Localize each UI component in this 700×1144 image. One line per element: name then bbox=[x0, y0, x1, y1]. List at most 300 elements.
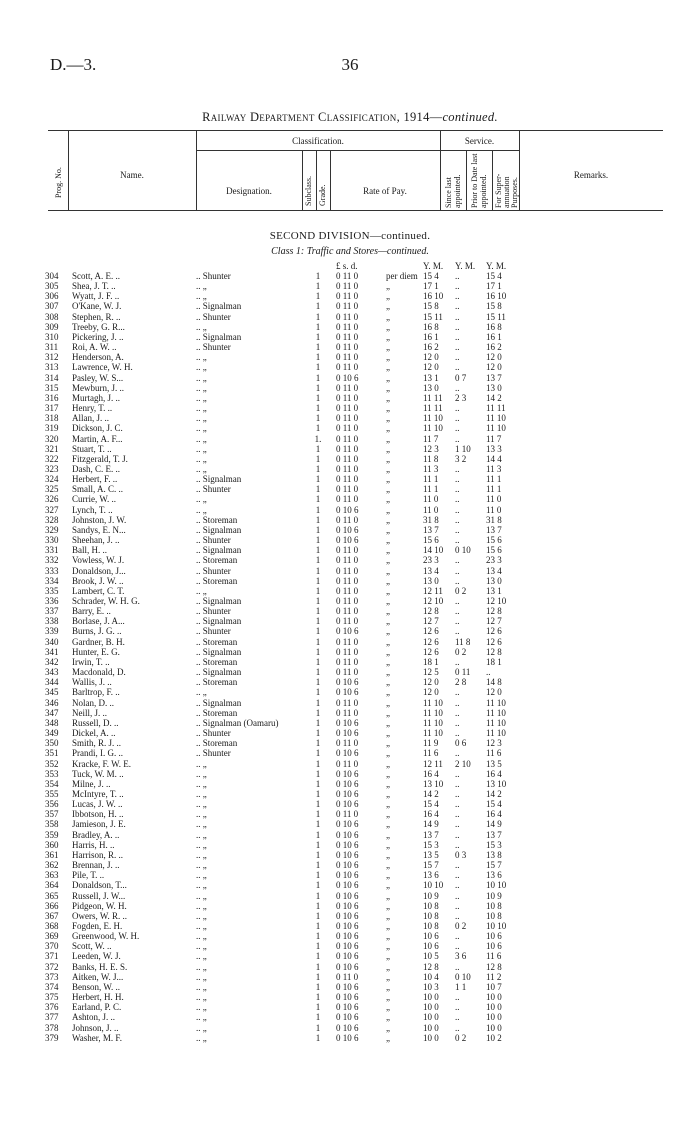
cell-designation: .. Storeman bbox=[196, 636, 238, 647]
cell-grade: 1 bbox=[315, 778, 321, 789]
cell-rate-unit: „ bbox=[386, 352, 390, 363]
col-subclass: Subclass. bbox=[304, 176, 313, 206]
cell-rate-unit: „ bbox=[386, 677, 390, 688]
cell-prog-no: 356 bbox=[45, 799, 59, 810]
cell-prog-no: 361 bbox=[45, 849, 59, 860]
table-row bbox=[0, 515, 700, 525]
cell-prog-no: 358 bbox=[45, 819, 59, 830]
table-row bbox=[0, 687, 700, 697]
cell-since-last: 11 1 bbox=[423, 484, 439, 495]
cell-designation: .. „ bbox=[196, 362, 207, 373]
cell-grade: 1 bbox=[315, 585, 321, 596]
cell-prog-no: 377 bbox=[45, 1012, 59, 1023]
cell-prog-no: 321 bbox=[45, 443, 59, 454]
cell-name: Russell, J. W... bbox=[72, 890, 126, 901]
cell-rate: 0 10 6 bbox=[336, 626, 359, 637]
cell-superannuation: 13 1 bbox=[486, 585, 502, 596]
cell-name: Martin, A. F... bbox=[72, 433, 123, 444]
cell-rate-unit: „ bbox=[386, 342, 390, 353]
cell-prior: .. bbox=[455, 656, 460, 667]
cell-since-last: 11 10 bbox=[423, 717, 443, 728]
cell-prog-no: 373 bbox=[45, 971, 59, 982]
cell-since-last: 12 10 bbox=[423, 596, 444, 606]
table-row bbox=[0, 677, 700, 687]
cell-superannuation: 13 0 bbox=[486, 382, 502, 393]
cell-prior: 0 3 bbox=[455, 849, 467, 860]
cell-name: Dickel, A. .. bbox=[72, 728, 116, 739]
cell-grade: 1 bbox=[315, 788, 321, 799]
table-row bbox=[0, 444, 700, 454]
cell-rate-unit: „ bbox=[386, 585, 390, 596]
cell-since-last: 12 5 bbox=[423, 667, 439, 678]
cell-since-last: 11 11 bbox=[423, 392, 443, 403]
cell-prog-no: 362 bbox=[45, 860, 59, 871]
cell-prior: .. bbox=[455, 413, 460, 424]
cell-grade: 1 bbox=[315, 606, 321, 617]
cell-rate: 0 11 0 bbox=[336, 596, 359, 606]
cell-grade: 1 bbox=[315, 382, 321, 393]
cell-grade: 1 bbox=[315, 697, 321, 708]
cell-superannuation: 12 3 bbox=[486, 738, 502, 749]
cell-grade: 1 bbox=[315, 331, 321, 342]
cell-rate-unit: „ bbox=[386, 941, 390, 952]
cell-prior: .. bbox=[455, 890, 460, 901]
cell-rate-unit: „ bbox=[386, 778, 390, 789]
cell-designation: .. Storeman bbox=[196, 575, 238, 586]
cell-rate-unit: „ bbox=[386, 981, 390, 992]
cell-name: Wallis, J. .. bbox=[72, 677, 112, 688]
cell-prog-no: 346 bbox=[45, 697, 59, 708]
cell-rate-unit: „ bbox=[386, 900, 390, 911]
cell-prog-no: 359 bbox=[45, 829, 59, 840]
cell-since-last: 13 5 bbox=[423, 849, 439, 860]
cell-name: Johnston, J. W. bbox=[72, 514, 127, 525]
cell-since-last: 10 4 bbox=[423, 971, 439, 982]
cell-prog-no: 310 bbox=[45, 331, 59, 342]
cell-rate: 0 10 6 bbox=[336, 788, 359, 799]
cell-rate: 0 11 0 bbox=[336, 971, 359, 982]
cell-designation: .. „ bbox=[196, 829, 207, 840]
cell-prior: .. bbox=[455, 748, 460, 759]
cell-name: Gardner, B. H. bbox=[72, 636, 125, 647]
cell-name: Ashton, J. .. bbox=[72, 1012, 116, 1023]
table-row bbox=[0, 322, 700, 332]
cell-designation: .. „ bbox=[196, 463, 207, 474]
cell-rate-unit: „ bbox=[386, 403, 390, 414]
table-row bbox=[0, 576, 700, 586]
cell-grade: 1 bbox=[315, 799, 321, 810]
cell-grade: 1 bbox=[315, 677, 321, 688]
cell-prog-no: 334 bbox=[45, 575, 59, 586]
cell-prior: .. bbox=[455, 484, 460, 495]
cell-superannuation: 11 10 bbox=[486, 717, 506, 728]
cell-rate-unit: „ bbox=[386, 291, 390, 302]
cell-designation: .. Shunter bbox=[196, 342, 231, 353]
cell-grade: 1 bbox=[315, 961, 321, 972]
table-row bbox=[0, 566, 700, 576]
cell-superannuation: 12 8 bbox=[486, 646, 502, 657]
cell-since-last: 10 0 bbox=[423, 1012, 439, 1023]
cell-designation: .. „ bbox=[196, 372, 207, 383]
cell-grade: 1 bbox=[315, 463, 321, 474]
cell-prior: .. bbox=[455, 291, 460, 302]
cell-name: Irwin, T. .. bbox=[72, 656, 110, 667]
cell-designation: .. „ bbox=[196, 1022, 207, 1033]
table-row bbox=[0, 637, 700, 647]
cell-name: Allan, J. .. bbox=[72, 413, 109, 424]
cell-rate: 0 10 6 bbox=[336, 372, 359, 383]
cell-superannuation: 11 10 bbox=[486, 697, 506, 708]
cell-grade: 1 bbox=[315, 819, 321, 830]
cell-prior: .. bbox=[455, 829, 460, 840]
cell-prior: .. bbox=[455, 728, 460, 739]
cell-prior: .. bbox=[455, 961, 460, 972]
cell-prog-no: 313 bbox=[45, 362, 59, 373]
cell-since-last: 13 0 bbox=[423, 575, 439, 586]
cell-since-last: 16 4 bbox=[423, 768, 439, 779]
table-row bbox=[0, 545, 700, 555]
cell-since-last: 10 0 bbox=[423, 1022, 439, 1033]
cell-prog-no: 344 bbox=[45, 677, 59, 688]
cell-designation: .. „ bbox=[196, 392, 207, 403]
cell-prior: .. bbox=[455, 494, 460, 505]
table-row bbox=[0, 789, 700, 799]
cell-rate-unit: „ bbox=[386, 839, 390, 850]
cell-prog-no: 337 bbox=[45, 606, 59, 617]
cell-prog-no: 341 bbox=[45, 646, 59, 657]
cell-since-last: 11 10 bbox=[423, 707, 443, 718]
page-number: 36 bbox=[341, 55, 359, 74]
cell-name: Pile, T. .. bbox=[72, 870, 105, 881]
table-row bbox=[0, 840, 700, 850]
cell-superannuation: 12 6 bbox=[486, 636, 502, 647]
cell-designation: .. Storeman bbox=[196, 514, 238, 525]
cell-since-last: 10 10 bbox=[423, 880, 444, 891]
cell-rate: 0 11 0 bbox=[336, 331, 359, 342]
table-row bbox=[0, 464, 700, 474]
table-row bbox=[0, 586, 700, 596]
cell-rate-unit: „ bbox=[386, 443, 390, 454]
cell-prog-no: 319 bbox=[45, 423, 59, 434]
cell-rate: 0 11 0 bbox=[336, 758, 359, 769]
cell-name: Aitken, W. J... bbox=[72, 971, 124, 982]
cell-prog-no: 348 bbox=[45, 717, 59, 728]
cell-designation: .. „ bbox=[196, 981, 207, 992]
cell-rate-unit: „ bbox=[386, 1022, 390, 1033]
cell-rate: 0 10 6 bbox=[336, 1022, 359, 1033]
cell-rate-unit: „ bbox=[386, 687, 390, 698]
cell-name: McIntyre, T. .. bbox=[72, 788, 124, 799]
table-row bbox=[0, 505, 700, 515]
table-row bbox=[0, 596, 700, 606]
cell-since-last: 12 6 bbox=[423, 626, 439, 637]
cell-prog-no: 325 bbox=[45, 484, 59, 495]
cell-since-last: 16 4 bbox=[423, 809, 439, 820]
table-row bbox=[0, 759, 700, 769]
cell-prior: .. bbox=[455, 687, 460, 698]
cell-superannuation: 16 1 bbox=[486, 331, 502, 342]
cell-prior: 0 2 bbox=[455, 646, 467, 657]
cell-grade: 1 bbox=[315, 646, 321, 657]
cell-rate: 0 10 6 bbox=[336, 768, 359, 779]
cell-name: Owers, W. R. .. bbox=[72, 910, 128, 921]
cell-name: Murtagh, J. .. bbox=[72, 392, 120, 403]
cell-rate-unit: „ bbox=[386, 748, 390, 759]
cell-rate: 0 10 6 bbox=[336, 839, 359, 850]
cell-name: Scott, A. E. .. bbox=[72, 271, 121, 281]
cell-prior: 2 8 bbox=[455, 677, 467, 688]
unit-super: Y. M. bbox=[486, 261, 507, 271]
cell-rate-unit: „ bbox=[386, 565, 390, 576]
cell-grade: 1 bbox=[315, 1022, 321, 1033]
cell-rate-unit: „ bbox=[386, 880, 390, 891]
cell-prog-no: 309 bbox=[45, 321, 59, 332]
cell-prior: .. bbox=[455, 423, 460, 434]
cell-rate-unit: „ bbox=[386, 372, 390, 383]
cell-superannuation: 10 6 bbox=[486, 931, 502, 942]
cell-name: Sandys, E. N... bbox=[72, 524, 126, 535]
cell-designation: .. „ bbox=[196, 819, 207, 830]
cell-superannuation: 11 11 bbox=[486, 403, 506, 414]
cell-superannuation: 11 0 bbox=[486, 504, 502, 515]
cell-superannuation: 12 0 bbox=[486, 362, 502, 373]
cell-designation: .. Shunter bbox=[196, 626, 231, 637]
cell-grade: 1 bbox=[315, 981, 321, 992]
cell-prior: .. bbox=[455, 1022, 460, 1033]
cell-prior: .. bbox=[455, 463, 460, 474]
cell-prior: .. bbox=[455, 433, 460, 444]
cell-name: Neill, J. .. bbox=[72, 707, 107, 718]
cell-grade: 1 bbox=[315, 728, 321, 739]
cell-rate-unit: „ bbox=[386, 331, 390, 342]
cell-grade: 1 bbox=[315, 423, 321, 434]
cell-prior: .. bbox=[455, 331, 460, 342]
cell-prog-no: 329 bbox=[45, 524, 59, 535]
cell-rate-unit: „ bbox=[386, 758, 390, 769]
cell-name: Herbert, H. H. bbox=[72, 992, 124, 1003]
cell-rate: 0 11 0 bbox=[336, 707, 359, 718]
cell-rate: 0 11 0 bbox=[336, 453, 359, 464]
unit-prior: Y. M. bbox=[455, 261, 476, 271]
cell-rate: 0 10 6 bbox=[336, 981, 359, 992]
cell-since-last: 13 6 bbox=[423, 870, 439, 881]
cell-designation: .. „ bbox=[196, 1012, 207, 1023]
cell-grade: 1 bbox=[315, 281, 321, 292]
cell-rate: 0 11 0 bbox=[336, 342, 359, 353]
cell-grade: 1 bbox=[315, 900, 321, 911]
cell-prog-no: 323 bbox=[45, 463, 59, 474]
cell-rate: 0 11 0 bbox=[336, 809, 359, 820]
cell-grade: 1 bbox=[315, 849, 321, 860]
cell-since-last: 12 11 bbox=[423, 758, 443, 769]
cell-rate: 0 11 0 bbox=[336, 646, 359, 657]
cell-grade: 1 bbox=[315, 941, 321, 952]
cell-superannuation: 15 8 bbox=[486, 301, 502, 312]
cell-superannuation: 15 7 bbox=[486, 860, 502, 871]
cell-name: Currie, W. .. bbox=[72, 494, 116, 505]
cell-grade: 1 bbox=[315, 443, 321, 454]
cell-designation: .. Signalman bbox=[196, 524, 242, 535]
cell-name: Ibbotson, H. .. bbox=[72, 809, 124, 820]
cell-grade: 1 bbox=[315, 565, 321, 576]
cell-name: Lucas, J. W. .. bbox=[72, 799, 123, 810]
cell-name: Pickering, J. .. bbox=[72, 331, 124, 342]
table-row bbox=[0, 972, 700, 982]
cell-prog-no: 327 bbox=[45, 504, 59, 515]
cell-prog-no: 350 bbox=[45, 738, 59, 749]
table-header bbox=[48, 130, 663, 210]
cell-name: Wyatt, J. F. .. bbox=[72, 291, 120, 302]
cell-grade: 1 bbox=[315, 931, 321, 942]
cell-prior: .. bbox=[455, 301, 460, 312]
cell-superannuation: 12 0 bbox=[486, 687, 502, 698]
cell-name: Barry, E. .. bbox=[72, 606, 111, 617]
cell-since-last: 11 10 bbox=[423, 423, 443, 434]
cell-since-last: 12 11 bbox=[423, 585, 443, 596]
cell-since-last: 11 10 bbox=[423, 413, 443, 424]
cell-prior: .. bbox=[455, 575, 460, 586]
cell-prior: 1 1 bbox=[455, 981, 467, 992]
cell-rate: 0 10 6 bbox=[336, 687, 359, 698]
cell-prior: .. bbox=[455, 403, 460, 414]
cell-designation: .. Storeman bbox=[196, 738, 238, 749]
cell-since-last: 13 4 bbox=[423, 565, 439, 576]
cell-since-last: 12 0 bbox=[423, 362, 439, 373]
cell-rate: 0 11 0 bbox=[336, 291, 359, 302]
cell-rate-unit: „ bbox=[386, 656, 390, 667]
cell-prior: .. bbox=[455, 860, 460, 871]
cell-since-last: 10 8 bbox=[423, 921, 439, 931]
cell-rate: 0 11 0 bbox=[336, 575, 359, 586]
table-row bbox=[0, 738, 700, 748]
cell-rate-unit: „ bbox=[386, 738, 390, 749]
cell-prior: 3 2 bbox=[455, 453, 467, 464]
cell-grade: 1 bbox=[315, 372, 321, 383]
table-row bbox=[0, 342, 700, 352]
cell-superannuation: 11 0 bbox=[486, 494, 502, 505]
cell-since-last: 15 4 bbox=[423, 271, 439, 281]
cell-rate: 0 10 6 bbox=[336, 829, 359, 840]
staff-table-body bbox=[0, 271, 700, 1043]
cell-grade: 1 bbox=[315, 535, 321, 546]
cell-grade: 1 bbox=[315, 311, 321, 322]
cell-prior: .. bbox=[455, 778, 460, 789]
cell-prior: .. bbox=[455, 717, 460, 728]
cell-superannuation: 17 1 bbox=[486, 281, 502, 292]
cell-name: Henry, T. .. bbox=[72, 403, 113, 414]
table-row bbox=[0, 271, 700, 281]
cell-rate: 0 11 0 bbox=[336, 565, 359, 576]
title-main: Railway Department Classification, 1914— bbox=[202, 110, 443, 124]
cell-grade: 1 bbox=[315, 829, 321, 840]
cell-name: Russell, D. .. bbox=[72, 717, 119, 728]
cell-prog-no: 340 bbox=[45, 636, 59, 647]
table-row bbox=[0, 718, 700, 728]
cell-grade: 1 bbox=[315, 403, 321, 414]
cell-rate: 0 11 0 bbox=[336, 697, 359, 708]
cell-prior: .. bbox=[455, 839, 460, 850]
cell-rate-unit: „ bbox=[386, 717, 390, 728]
cell-prog-no: 351 bbox=[45, 748, 59, 759]
cell-prog-no: 305 bbox=[45, 281, 59, 292]
cell-prior: .. bbox=[455, 514, 460, 525]
cell-rate: 0 10 6 bbox=[336, 961, 359, 972]
cell-since-last: 13 7 bbox=[423, 524, 439, 535]
cell-designation: .. Signalman bbox=[196, 474, 242, 485]
cell-prog-no: 363 bbox=[45, 870, 59, 881]
cell-superannuation: 11 7 bbox=[486, 433, 502, 444]
cell-rate-unit: „ bbox=[386, 636, 390, 647]
cell-superannuation: 14 4 bbox=[486, 453, 502, 464]
title-continued: continued. bbox=[442, 110, 498, 124]
table-row bbox=[0, 779, 700, 789]
cell-name: Washer, M. F. bbox=[72, 1032, 122, 1043]
cell-grade: 1. bbox=[314, 433, 322, 444]
cell-name: Donaldson, T... bbox=[72, 880, 127, 891]
table-row bbox=[0, 383, 700, 393]
cell-rate-unit: „ bbox=[386, 799, 390, 810]
table-row bbox=[0, 870, 700, 880]
cell-designation: .. „ bbox=[196, 413, 207, 424]
cell-superannuation: 10 7 bbox=[486, 981, 502, 992]
cell-rate-unit: „ bbox=[386, 860, 390, 871]
cell-grade: 1 bbox=[315, 413, 321, 424]
cell-superannuation: 13 8 bbox=[486, 849, 502, 860]
cell-superannuation: 11 10 bbox=[486, 707, 506, 718]
cell-name: Prandi, I. G. .. bbox=[72, 748, 123, 759]
cell-designation: .. „ bbox=[196, 504, 207, 515]
cell-designation: .. „ bbox=[196, 849, 207, 860]
cell-superannuation: 13 7 bbox=[486, 372, 502, 383]
cell-superannuation: 16 4 bbox=[486, 768, 502, 779]
cell-designation: .. „ bbox=[196, 778, 207, 789]
table-row bbox=[0, 698, 700, 708]
cell-rate: 0 10 6 bbox=[336, 819, 359, 830]
table-row bbox=[0, 809, 700, 819]
cell-designation: .. „ bbox=[196, 890, 207, 901]
cell-designation: .. Shunter bbox=[196, 484, 231, 495]
cell-name: Greenwood, W. H. bbox=[72, 931, 140, 942]
cell-superannuation: 13 7 bbox=[486, 829, 502, 840]
table-row bbox=[0, 301, 700, 311]
cell-name: Tuck, W. M. .. bbox=[72, 768, 124, 779]
cell-rate: 0 11 0 bbox=[336, 423, 359, 434]
cell-superannuation: 16 2 bbox=[486, 342, 502, 353]
cell-since-last: 16 1 bbox=[423, 331, 439, 342]
cell-prior: 0 10 bbox=[455, 545, 471, 556]
cell-prior: .. bbox=[455, 626, 460, 637]
cell-rate: 0 11 0 bbox=[336, 514, 359, 525]
cell-designation: .. „ bbox=[196, 321, 207, 332]
table-row bbox=[0, 454, 700, 464]
cell-superannuation: 13 3 bbox=[486, 443, 502, 454]
table-row bbox=[0, 291, 700, 301]
table-row bbox=[0, 332, 700, 342]
cell-grade: 1 bbox=[315, 870, 321, 881]
cell-prior: .. bbox=[455, 535, 460, 546]
cell-grade: 1 bbox=[315, 992, 321, 1003]
cell-superannuation: 12 8 bbox=[486, 606, 502, 617]
cell-rate-unit: „ bbox=[386, 1002, 390, 1013]
cell-rate-unit: „ bbox=[386, 301, 390, 312]
cell-rate: 0 10 6 bbox=[336, 504, 359, 515]
cell-rate: 0 10 6 bbox=[336, 849, 359, 860]
cell-designation: .. „ bbox=[196, 860, 207, 871]
table-row bbox=[0, 860, 700, 870]
cell-prior: .. bbox=[455, 474, 460, 485]
cell-rate: 0 10 6 bbox=[336, 880, 359, 891]
cell-grade: 1 bbox=[315, 342, 321, 353]
